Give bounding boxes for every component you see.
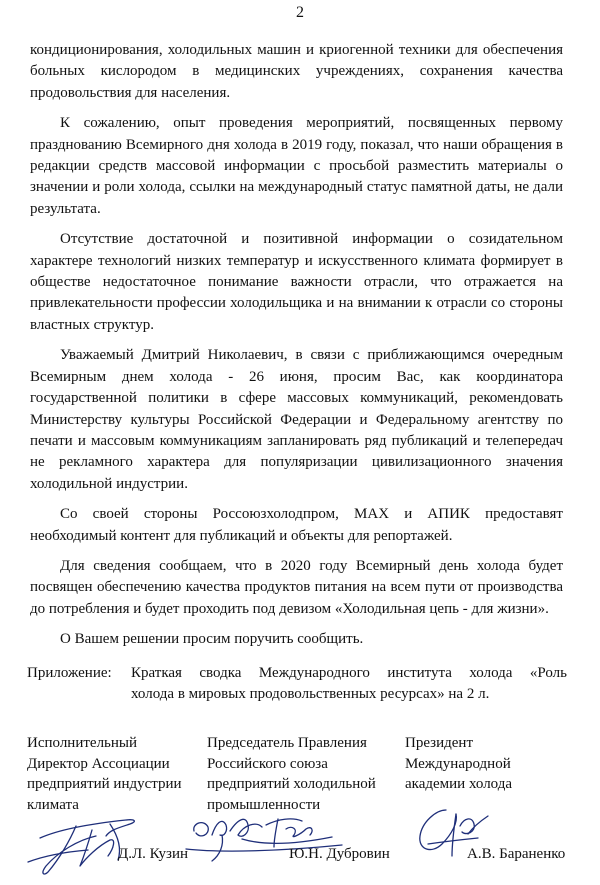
title-line: предприятий индустрии [27,776,182,792]
title-line: промышленности [207,796,321,813]
title-line: Российского союза [207,755,328,772]
attachment-description [131,663,567,705]
paragraph: Отсутствие достаточной и позитивной информации о созидательном характере технологий низких температур и искусственного климата формирует в обществе недостаточное понимание важности отрасли, что отражается на привлекательности профессии холодильщика и на внимании к отрасли со стороны властных структур. [30,231,563,333]
attachment-label: Приложение: [27,665,112,681]
paragraph: Уважаемый Дмитрий Николаевич, в связи с приближающимся очередным Всемирным днем холода - 26 июня, просим Вас, как координатора государственной политики в сфере массовых коммуникаций, рекомендовать Министерству культуры Российской Федерации и Федеральному агентству по печати и массовым коммуникациям запланировать ряд публикаций и телепередач не рекламного характера для популяризации цивилизационного значения холодильной индустрии. [30,347,563,492]
letter-body [30,40,563,660]
attachment-line: Краткая сводка Международного института холода «Роль [131,665,567,681]
title-line: предприятий холодильной [207,776,376,792]
title-line: Президент [405,735,473,751]
paragraph: Со своей стороны Россоюзхолодпром, МАХ и АПИК предоставят необходимый контент для публикаций и объекты для репортажей. [30,506,563,544]
title-line: Исполнительный [27,735,138,751]
signature-kuzin [18,800,148,882]
signatory-name-3: А.В. Бараненко [467,846,566,862]
paragraph: О Вашем решении просим поручить сообщить. [60,631,364,648]
title-line: Международной [405,755,511,772]
attachment-block [27,663,567,705]
title-line: академии холода [405,776,513,792]
paragraph: кондиционирования, холодильных машин и криогенной техники для обеспечения больных кислородом в медицинских учреждениях, сохранения качества продовольствия для населения. [30,42,563,101]
paragraph: К сожалению, опыт проведения мероприятий, посвященных первому празднованию Всемирного дня холода в 2019 году, показал, что наши обращения в редакции средств массовой информации с просьбой разместить материалы о значении и роли холода, ссылки на международный статус памятной даты, не дали результата. [30,115,563,217]
signatory-name-2: Ю.Н. Дубровин [289,846,390,862]
title-line: климата [27,796,79,813]
page-number: 2 [296,4,304,21]
attachment-line: холода в мировых продовольственных ресурсах» на 2 л. [131,686,490,702]
signature-dubrovin [182,795,347,875]
title-line: Директор Ассоциации [27,755,170,772]
signatory-name-1: Д.Л. Кузин [118,846,189,862]
signatory-title-3 [405,733,512,795]
title-line: Председатель Правления [207,735,367,751]
paragraph: Для сведения сообщаем, что в 2020 году Всемирный день холода будет посвящен обеспечению качества продуктов питания на всем пути от производства до потребления и будет проходить под девизом «Холодильная цепь - для жизни». [30,557,563,617]
